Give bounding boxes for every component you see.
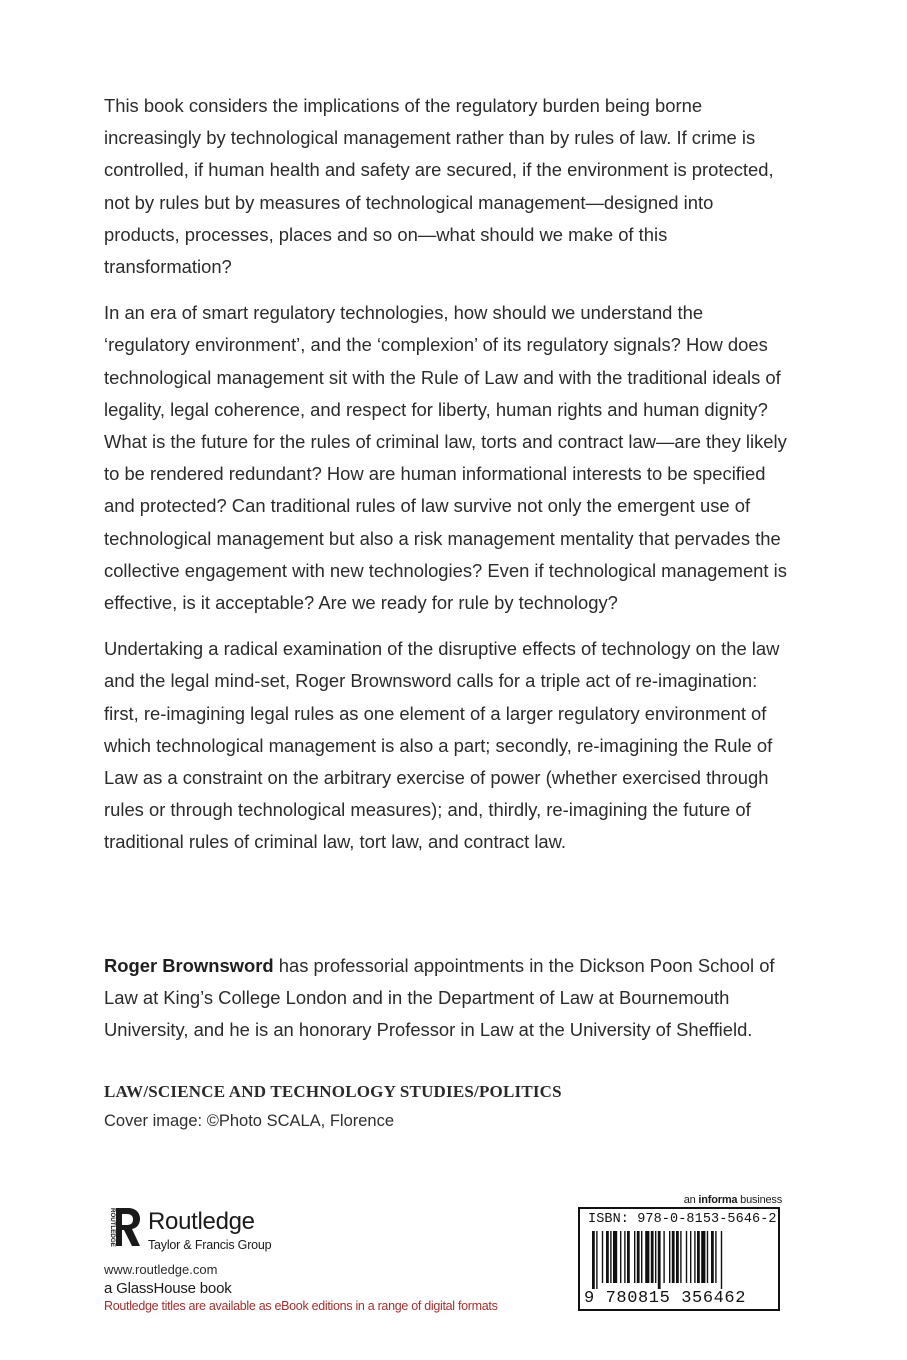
author-name: Roger Brownsword — [104, 955, 274, 976]
isbn-barcode — [578, 1207, 780, 1311]
barcode-bar — [690, 1231, 691, 1283]
blurb-paragraph-1: This book considers the implications of the regulatory burden being borne increasingly by technological management rather than by rules of law. If crime is controlled, if human health and safety are secured, if the environment is protected, not by rules but by measures of technological management—designed into products, processes, places and so on—what should we make of this transformation? — [104, 95, 774, 278]
barcode-bar — [602, 1231, 603, 1283]
routledge-r-icon — [102, 1206, 144, 1256]
barcode-bar — [645, 1231, 649, 1283]
publisher-website[interactable]: www.routledge.com — [104, 1262, 218, 1277]
barcode-bar — [613, 1231, 617, 1283]
barcode-bar — [655, 1231, 656, 1283]
blurb-paragraph-3: Undertaking a radical examination of the disruptive effects of technology on the law and the legal mind-set, Roger Brownsword calls for a triple act of re-imagination: first, re-imagining legal rules as one element of a larger regulatory environment of which technological management is also a part; secondly, re-imagining the Rule of Law as a constraint on the arbitrary exercise of power (whether exercised through rules or through technological measures); and, thirdly, re-imagining the future of traditional rules of criminal law, tort law, and contract law. — [104, 638, 780, 853]
subject-category: LAW/SCIENCE AND TECHNOLOGY STUDIES/POLITICS — [104, 1082, 562, 1101]
barcode-bar — [637, 1231, 640, 1283]
informa-prefix: an — [683, 1194, 699, 1206]
routledge-logo — [102, 1206, 302, 1258]
publisher-name: Routledge — [148, 1208, 255, 1235]
publisher-imprint: a GlassHouse book — [104, 1280, 232, 1297]
barcode-bar — [711, 1231, 714, 1283]
blurb-paragraph-2: In an era of smart regulatory technologies, how should we understand the ‘regulatory environment’, and the ‘complexion’ of its regulatory signals? How does technological management sit with the Rule of Law and with the traditional ideals of legality, legal coherence, and respect for liberty, human rights and human dignity? What is the future for the rules of criminal law, torts and contract law—are they likely to be rendered redundant? How are human informational interests to be specified and protected? Can traditional rules of law survive not only the emergent use of technological management but also a risk management mentality that pervades the collective engagement with new technologies? Even if technological management is effective, is it acceptable? Are we ready for rule by technology? — [104, 302, 787, 614]
barcode-bar — [651, 1231, 654, 1283]
barcode-bar — [610, 1231, 611, 1283]
barcode-bar — [680, 1231, 681, 1283]
informa-business-tag — [660, 1194, 782, 1206]
author-bio — [104, 950, 804, 1047]
isbn-label: ISBN: 978-0-8153-5646-2 — [588, 1212, 777, 1227]
barcode-bar — [701, 1231, 705, 1283]
barcode-bar — [624, 1231, 625, 1283]
routledge-vertical-text: ROUTLEDGE — [109, 1208, 116, 1247]
routledge-vertical-wordmark — [109, 1208, 116, 1247]
barcode-bar — [669, 1231, 670, 1283]
barcode-bar — [686, 1231, 687, 1283]
barcode-bar — [634, 1231, 635, 1283]
barcode-bar — [627, 1231, 630, 1283]
barcode-bar — [592, 1231, 595, 1289]
informa-suffix: business — [737, 1194, 782, 1206]
barcode-bar — [606, 1231, 609, 1283]
barcode-bar — [676, 1231, 679, 1283]
barcode-bar — [620, 1231, 621, 1283]
barcode-icon — [586, 1231, 772, 1289]
barcode-bar — [694, 1231, 695, 1283]
barcode-bar — [641, 1231, 642, 1283]
barcode-bar — [596, 1231, 597, 1289]
ebook-availability-note: Routledge titles are available as eBook editions in a range of digital formats — [104, 1299, 498, 1313]
barcode-bar — [721, 1231, 722, 1289]
publisher-group: Taylor & Francis Group — [148, 1238, 272, 1252]
barcode-bar — [663, 1231, 664, 1283]
barcode-bar — [697, 1231, 700, 1283]
author-bio-text: has professorial appointments in the Dickson Poon School of Law at King’s College London and in the Department of Law at Bournemouth University, and he is an honorary Professor in Law at the University of Sheffield. — [104, 955, 775, 1041]
informa-brand: informa — [698, 1194, 738, 1206]
barcode-bar — [707, 1231, 708, 1283]
barcode-bar — [672, 1231, 675, 1283]
cover-image-credit: Cover image: ©Photo SCALA, Florence — [104, 1112, 395, 1130]
barcode-bar — [715, 1231, 716, 1283]
barcode-digits: 9 780815 356462 — [584, 1289, 747, 1308]
book-blurb — [104, 90, 794, 873]
barcode-bar — [658, 1231, 661, 1289]
